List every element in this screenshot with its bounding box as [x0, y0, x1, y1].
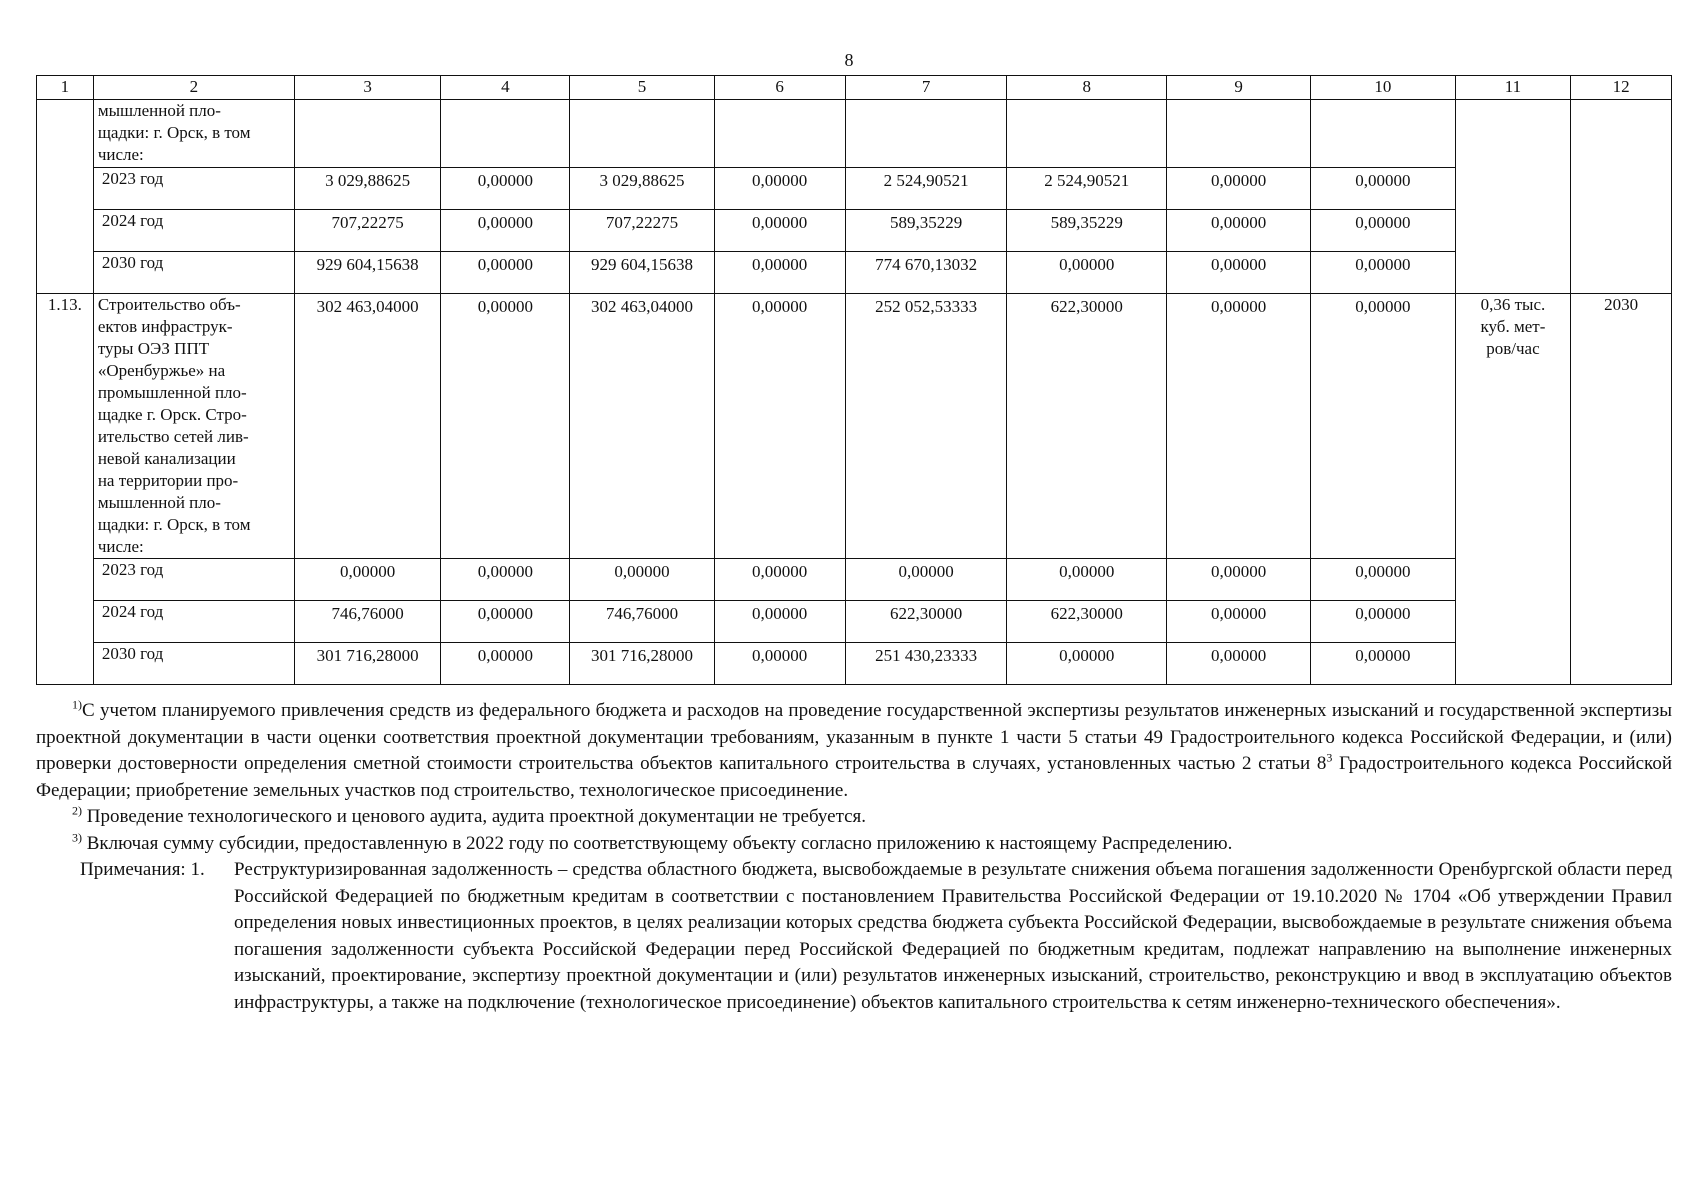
value-cell: 707,22275: [570, 210, 714, 252]
column-number: 3: [294, 76, 440, 100]
value-cell: 0,00000: [1167, 252, 1311, 294]
column-number: 7: [845, 76, 1007, 100]
value-cell: 746,76000: [294, 601, 440, 643]
year-label: 2030 год: [93, 643, 294, 685]
year-label: 2024 год: [93, 210, 294, 252]
row-number-cell: [37, 100, 94, 294]
table-row: [37, 559, 1672, 601]
value-cell: 0,00000: [570, 559, 714, 601]
footnote-2: [36, 804, 1672, 831]
footnote-text: Проведение технологического и ценового аудита, аудита проектной документации не требуется.: [82, 806, 867, 827]
value-cell: 0,00000: [1311, 294, 1455, 559]
column-number: 8: [1007, 76, 1167, 100]
value-cell: 0,00000: [1167, 210, 1311, 252]
value-cell: 622,30000: [1007, 601, 1167, 643]
value-cell: 622,30000: [1007, 294, 1167, 559]
footnote-1: [36, 698, 1672, 804]
column-number: 12: [1571, 76, 1672, 100]
value-cell: 0,00000: [441, 294, 570, 559]
value-cell: 0,00000: [1311, 168, 1455, 210]
note-text: Реструктуризированная задолженность – средства областного бюджета, высвобождаемые в результате снижения объема погашения задолженности Оренбургской области перед Российской Федерацией по бюджетным кредитам в соответствии с постановлением Правительства Российской Федерации от 19.10.2020 № 1704 «Об утверждении Правил определения новых инвестиционных проектов, в целях реализации которых средства бюджета субъекта Российской Федерации, высвобождаемые в результате снижения объема погашения задолженности субъекта Российской Федерации перед Российской Федерацией по бюджетным кредитам, подлежат направлению на выполнение инженерных изысканий, проектирование, экспертизу проектной документации и (или) результатов инженерных изысканий, строительство, реконструкцию и ввод в эксплуатацию объектов инфраструктуры, а также на подключение (технологическое присоединение) объектов капитального строительства к сетям инженерно-технического обеспечения».: [234, 859, 1672, 1013]
value-cell: 0,00000: [714, 559, 845, 601]
object-description: Строительство объ- ектов инфраструк- туры ОЭЗ ППТ «Оренбуржье» на промышленной пло- щадке г. Орск. Стро- ительство сетей лив- невой канализации на территории про- мышленной пло- щадки: г. Орск, в том числе:: [93, 294, 294, 559]
table-row: [37, 643, 1672, 685]
value-cell: 2 524,90521: [845, 168, 1007, 210]
value-cell: 302 463,04000: [570, 294, 714, 559]
value-cell: 0,00000: [714, 252, 845, 294]
value-cell: 0,00000: [1167, 294, 1311, 559]
column-number: 6: [714, 76, 845, 100]
value-cell: 589,35229: [845, 210, 1007, 252]
value-cell: 0,00000: [1007, 252, 1167, 294]
column-number-row: [37, 76, 1672, 100]
table-row: [37, 294, 1672, 559]
footnotes: [36, 698, 1672, 1016]
value-cell: 251 430,23333: [845, 643, 1007, 685]
value-cell: 0,00000: [714, 294, 845, 559]
superscript: 3: [1326, 750, 1333, 765]
year-label: 2024 год: [93, 601, 294, 643]
completion-year-cell: 2030: [1571, 294, 1672, 685]
value-cell: 3 029,88625: [294, 168, 440, 210]
table-row: [37, 601, 1672, 643]
footnote-mark: 2): [72, 803, 82, 818]
year-label: 2023 год: [93, 559, 294, 601]
value-cell: 0,00000: [1167, 601, 1311, 643]
value-cell: 746,76000: [570, 601, 714, 643]
budget-distribution-table: [36, 75, 1672, 685]
value-cell: 0,00000: [714, 643, 845, 685]
value-cell: 0,00000: [441, 210, 570, 252]
table-row: [37, 252, 1672, 294]
value-cell: 0,00000: [1167, 559, 1311, 601]
footnote-3: [36, 831, 1672, 858]
value-cell: 929 604,15638: [294, 252, 440, 294]
notes-label: Примечания: 1.: [80, 859, 205, 880]
value-cell: 3 029,88625: [570, 168, 714, 210]
footnote-text: С учетом планируемого привлечения средств из федерального бюджета и расходов на проведение государственной экспертизы результатов инженерных изысканий и государственной экспертизы проектной документации в части оценки соответствия проектной документации требованиям, указанным в пункте 1 части 5 статьи 49 Градостроительного кодекса Российской Федерации, и (или) проверки достоверности определения сметной стоимости строительства объектов капитального строительства в случаях, установленных частью 2 статьи 8: [36, 700, 1672, 774]
value-cell: 0,00000: [441, 168, 570, 210]
page-number: 8: [844, 50, 854, 70]
value-cell: 929 604,15638: [570, 252, 714, 294]
value-cell: 0,00000: [294, 559, 440, 601]
table-row: [37, 100, 1672, 168]
value-cell: 622,30000: [845, 601, 1007, 643]
row-number-cell: 1.13.: [37, 294, 94, 685]
value-cell: 0,00000: [1311, 559, 1455, 601]
value-cell: 707,22275: [294, 210, 440, 252]
note-1: [36, 857, 1672, 1016]
column-number: 9: [1167, 76, 1311, 100]
value-cell: 301 716,28000: [570, 643, 714, 685]
footnote-mark: 3): [72, 830, 82, 845]
column-number: 11: [1455, 76, 1571, 100]
value-cell: 0,00000: [1311, 601, 1455, 643]
value-cell: 0,00000: [441, 643, 570, 685]
value-cell: 0,00000: [1311, 210, 1455, 252]
value-cell: 0,00000: [845, 559, 1007, 601]
column-number: 5: [570, 76, 714, 100]
column-number: 2: [93, 76, 294, 100]
value-cell: 0,00000: [714, 601, 845, 643]
table-row: [37, 168, 1672, 210]
object-description: мышленной пло- щадки: г. Орск, в том числе:: [93, 100, 294, 168]
value-cell: 0,00000: [441, 559, 570, 601]
value-cell: 0,00000: [1311, 252, 1455, 294]
value-cell: 0,00000: [1167, 643, 1311, 685]
value-cell: 0,00000: [1007, 559, 1167, 601]
value-cell: 774 670,13032: [845, 252, 1007, 294]
year-label: 2030 год: [93, 252, 294, 294]
value-cell: 0,00000: [1311, 643, 1455, 685]
value-cell: 252 052,53333: [845, 294, 1007, 559]
footnote-text: Включая сумму субсидии, предоставленную в 2022 году по соответствующему объекту согласно приложению к настоящему Распределению.: [82, 832, 1233, 854]
table-row: [37, 210, 1672, 252]
value-cell: 302 463,04000: [294, 294, 440, 559]
footnote-text: Градостроительного кодекса Российской Федерации; приобретение земельных участков под строительство, технологическое присоединение.: [36, 753, 1672, 801]
year-label: 2023 год: [93, 168, 294, 210]
value-cell: 0,00000: [441, 252, 570, 294]
footnote-mark: 1): [72, 697, 82, 712]
value-cell: 0,00000: [441, 601, 570, 643]
value-cell: 301 716,28000: [294, 643, 440, 685]
column-number: 10: [1311, 76, 1455, 100]
value-cell: 0,00000: [1007, 643, 1167, 685]
value-cell: 0,00000: [714, 168, 845, 210]
value-cell: 0,00000: [714, 210, 845, 252]
capacity-cell: 0,36 тыс. куб. мет- ров/час: [1455, 294, 1571, 685]
column-number: 4: [441, 76, 570, 100]
value-cell: 0,00000: [1167, 168, 1311, 210]
value-cell: 2 524,90521: [1007, 168, 1167, 210]
column-number: 1: [37, 76, 94, 100]
value-cell: 589,35229: [1007, 210, 1167, 252]
